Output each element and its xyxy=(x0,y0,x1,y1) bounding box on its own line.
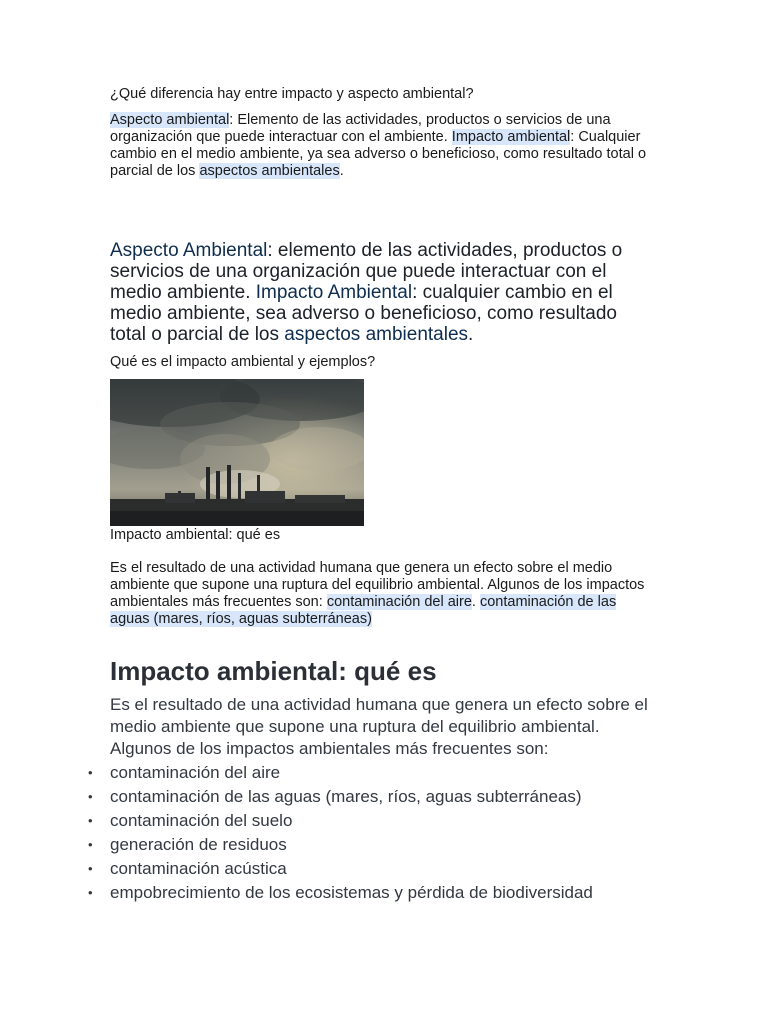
list-item-text: contaminación de las aguas (mares, ríos, aguas subterráneas) xyxy=(110,787,582,806)
list-item xyxy=(88,881,655,905)
highlight-link-aire[interactable]: contaminación del aire xyxy=(326,594,472,610)
list-item-text: contaminación del aire xyxy=(110,763,281,782)
factory-smoke-photo xyxy=(110,379,364,526)
highlight-link-aguas[interactable]: contaminación de las aguas (mares, ríos, aguas subterráneas) xyxy=(110,594,617,627)
term-aspectos: aspectos ambientales xyxy=(284,324,469,345)
definition-paragraph xyxy=(110,560,655,628)
definition-text: Es el resultado de una actividad humana que genera un efecto sobre el medio ambiente que supone una ruptura del equilibrio ambiental. Algunos de los impactos ambientales más frecuentes son: xyxy=(110,560,645,610)
spacer xyxy=(110,180,655,240)
question2-heading: Qué es el impacto ambiental y ejemplos? xyxy=(110,354,376,370)
list-item xyxy=(88,785,655,809)
question-heading: ¿Qué diferencia hay entre impacto y aspecto ambiental? xyxy=(110,86,474,102)
document-page xyxy=(88,86,655,905)
answer-text: : cualquier cambio en el medio ambiente, sea adverso o beneficioso, como resultado total o parcial de los xyxy=(110,282,617,345)
list-item xyxy=(88,857,655,881)
bullet-icon: • xyxy=(88,885,93,900)
list-item-text: generación de residuos xyxy=(110,835,287,854)
bullet-icon: • xyxy=(88,837,93,852)
impact-list xyxy=(88,761,655,905)
list-item-text: contaminación del suelo xyxy=(110,811,293,830)
answer-text: : Cualquier cambio en el medio ambiente, ya sea adverso o beneficioso, como resultado total o parcial de los xyxy=(110,129,647,179)
bullet-icon: • xyxy=(88,813,93,828)
highlight-term-aspecto[interactable]: Aspecto ambiental xyxy=(110,112,230,128)
image-caption: Impacto ambiental: qué es xyxy=(110,527,281,543)
answer-text: . xyxy=(468,324,474,345)
section-heading: Impacto ambiental: qué es xyxy=(110,656,437,686)
list-item xyxy=(88,809,655,833)
bullet-icon: • xyxy=(88,789,93,804)
highlight-term-impacto[interactable]: Impacto ambiental xyxy=(451,129,571,145)
list-item-text: empobrecimiento de los ecosistemas y pérdida de biodiversidad xyxy=(110,883,593,902)
term-aspecto: Aspecto Ambiental xyxy=(110,240,268,261)
bullet-icon: • xyxy=(88,765,93,780)
answer-text: : elemento de las actividades, productos o servicios de una organización que puede interactuar con el medio ambiente. xyxy=(110,240,623,303)
list-item-text: contaminación acústica xyxy=(110,859,287,878)
list-item xyxy=(88,833,655,857)
definition-text: . xyxy=(471,594,480,610)
answer-paragraph-small xyxy=(110,112,655,180)
term-impacto: Impacto Ambiental xyxy=(255,282,413,303)
bullet-icon: • xyxy=(88,861,93,876)
list-item xyxy=(88,761,655,785)
answer-text: : Elemento de las actividades, productos o servicios de una organización que puede interactuar con el ambiente. xyxy=(110,112,611,145)
highlight-term-aspectos[interactable]: aspectos ambientales xyxy=(199,163,340,179)
answer-text: . xyxy=(339,163,344,179)
answer-paragraph-large xyxy=(110,240,655,345)
section-intro: Es el resultado de una actividad humana que genera un efecto sobre el medio ambiente que supone una ruptura del equilibrio ambiental. Algunos de los impactos ambientales más frecuentes son: xyxy=(110,695,648,758)
